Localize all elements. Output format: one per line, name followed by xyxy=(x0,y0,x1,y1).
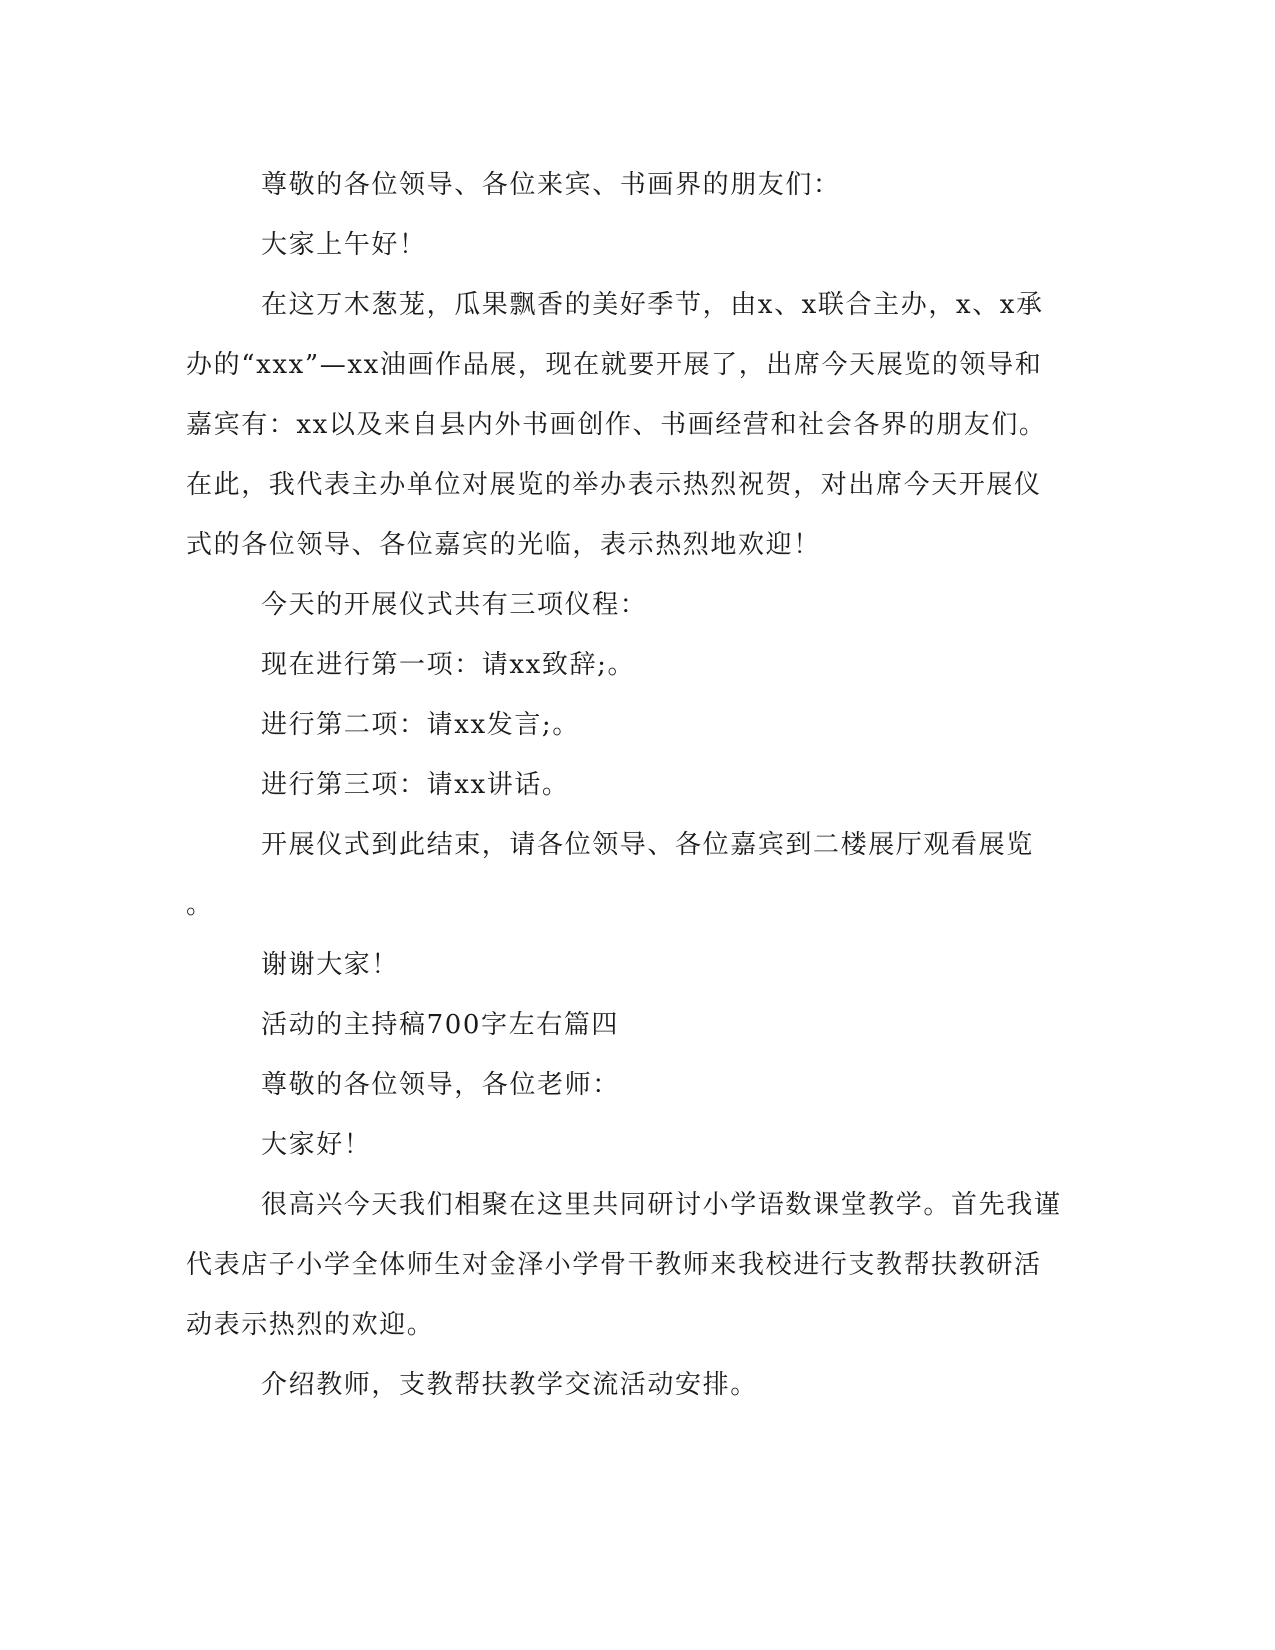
welcome-paragraph: 很高兴今天我们相聚在这里共同研讨小学语数课堂教学。首先我谨代表店子小学全体师生对金泽小学骨干教师来我校进行支教帮扶教研活动表示热烈的欢迎。 xyxy=(186,1190,1062,1340)
thanks-paragraph: 谢谢大家！ xyxy=(261,950,400,980)
closing-paragraph: 开展仪式到此结束，请各位领导、各位嘉宾到二楼展厅观看展览 xyxy=(261,830,1034,860)
intro-paragraph: 在这万木葱茏，瓜果飘香的美好季节，由x、x联合主办，x、x承办的“xxx”—xx油画作品展，现在就要开展了，出席今天展览的领导和嘉宾有：xx以及来自县内外书画创作、书画经营和社会各界的朋友们。在此，我代表主办单位对展览的举办表示热烈祝贺，对出席今天开展仪式的各位领导、各位嘉宾的光临，表示热烈地欢迎！ xyxy=(186,290,1047,560)
agenda-item-1: 现在进行第一项：请xx致辞;。 xyxy=(261,650,636,680)
closing-punctuation: 。 xyxy=(186,890,214,920)
agenda-item-3: 进行第三项：请xx讲话。 xyxy=(261,770,570,800)
document-body xyxy=(186,155,1066,1415)
section-title: 活动的主持稿700字左右篇四 xyxy=(261,1010,620,1040)
salutation-paragraph: 尊敬的各位领导、各位来宾、书画界的朋友们： xyxy=(261,170,841,200)
arrangement-paragraph: 介绍教师，支教帮扶教学交流活动安排。 xyxy=(261,1370,758,1400)
agenda-item-2: 进行第二项：请xx发言;。 xyxy=(261,710,580,740)
salutation-paragraph-2: 尊敬的各位领导，各位老师： xyxy=(261,1070,620,1100)
greeting-paragraph-2: 大家好！ xyxy=(261,1130,372,1160)
agenda-heading-paragraph: 今天的开展仪式共有三项仪程： xyxy=(261,590,648,620)
greeting-paragraph: 大家上午好！ xyxy=(261,230,427,260)
